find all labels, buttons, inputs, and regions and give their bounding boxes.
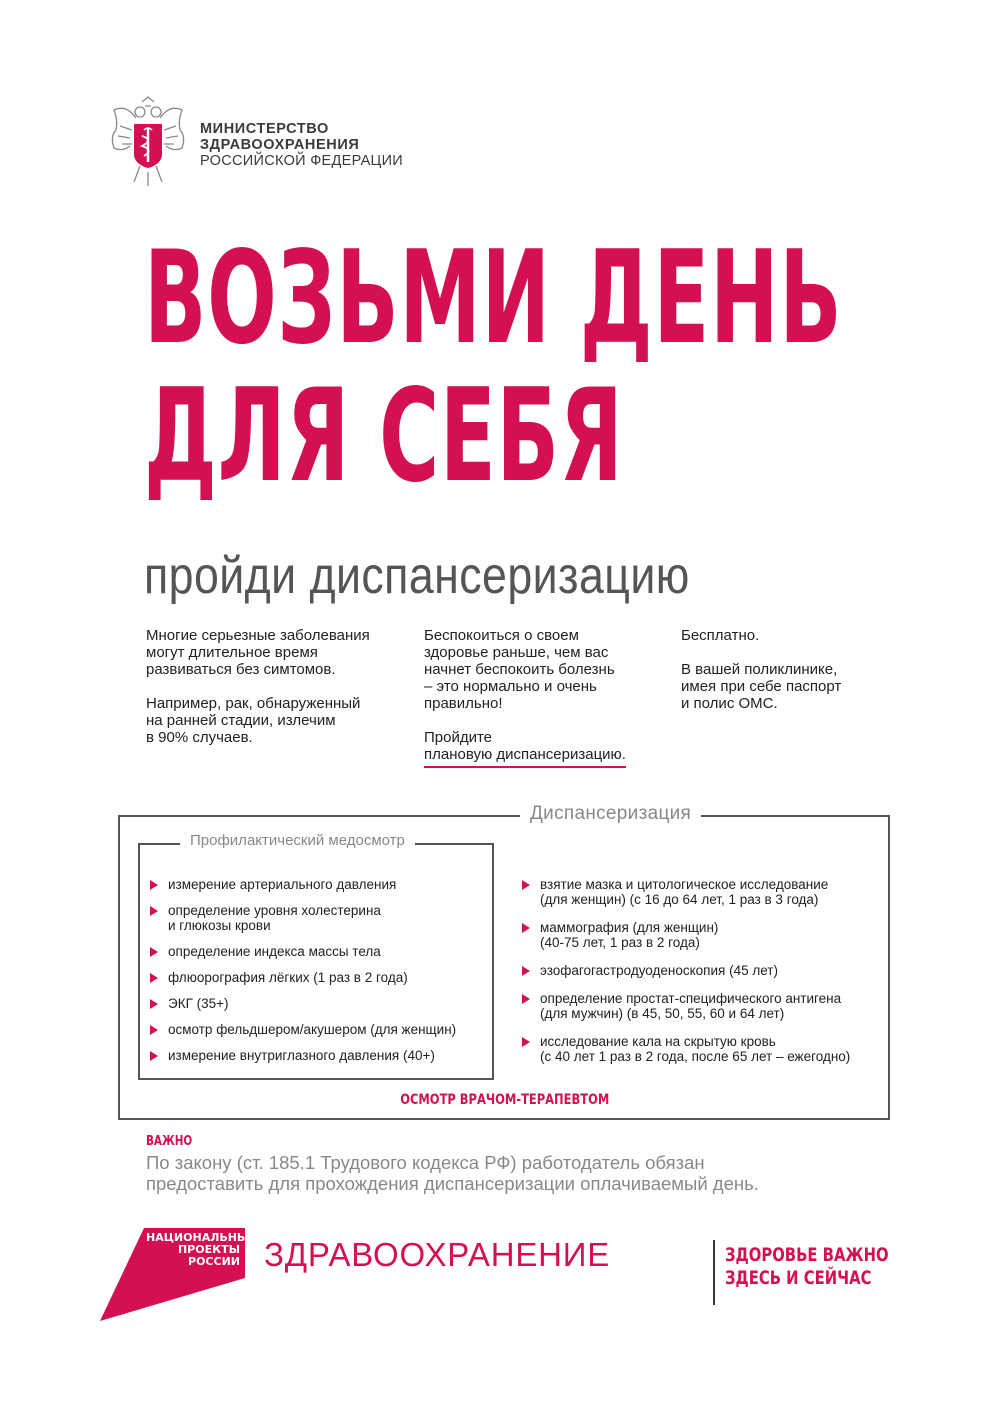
ministry-emblem-icon bbox=[106, 96, 190, 188]
bullet-triangle-icon bbox=[522, 1037, 530, 1047]
list-item-text: определение простат-специфического антигена (для мужчин) (в 45, 50, 55, 60 и 64 лет) bbox=[540, 991, 842, 1021]
col1-paragraph-2: Например, рак, обнаруженный на ранней стадии, излечим в 90% случаев. bbox=[146, 695, 361, 746]
info-column-1 bbox=[146, 627, 406, 763]
list-item bbox=[522, 920, 882, 950]
list-item-text: флюорография лёгких (1 раз в 2 года) bbox=[168, 970, 408, 985]
list-item-text: определение индекса массы тела bbox=[168, 944, 381, 959]
col3-paragraph-2: В вашей поликлинике, имея при себе паспорт и полис ОМС. bbox=[681, 661, 842, 712]
screening-list bbox=[522, 877, 882, 1077]
list-item-text: исследование кала на скрытую кровь (с 40 лет 1 раз в 2 года, после 65 лет – ежегодно) bbox=[540, 1034, 851, 1064]
bullet-triangle-icon bbox=[522, 994, 530, 1004]
headline bbox=[144, 224, 843, 511]
headline-subtitle: пройди диспансеризацию bbox=[144, 547, 690, 605]
bullet-triangle-icon bbox=[150, 1025, 158, 1035]
list-item bbox=[522, 877, 882, 907]
list-item-text: маммография (для женщин) (40-75 лет, 1 раз в 2 года) bbox=[540, 920, 719, 950]
therapist-exam-label: ОСМОТР ВРАЧОМ-ТЕРАПЕВТОМ bbox=[392, 1092, 617, 1108]
footer-slogan: ЗДОРОВЬЕ ВАЖНО ЗДЕСЬ И СЕЙЧАС bbox=[725, 1244, 889, 1289]
bullet-triangle-icon bbox=[150, 973, 158, 983]
list-item-text: взятие мазка и цитологическое исследование (для женщин) (с 16 до 64 лет, 1 раз в 3 года) bbox=[540, 877, 829, 907]
footer-divider bbox=[713, 1240, 715, 1305]
bullet-triangle-icon bbox=[150, 999, 158, 1009]
list-item bbox=[522, 991, 882, 1021]
important-label: ВАЖНО bbox=[146, 1134, 193, 1149]
list-item-text: определение уровня холестерина и глюкозы крови bbox=[168, 903, 381, 933]
headline-line-1: ВОЗЬМИ ДЕНЬ bbox=[144, 224, 843, 373]
list-item bbox=[150, 1048, 490, 1063]
ministry-name bbox=[200, 121, 403, 169]
headline-line-2: ДЛЯ СЕБЯ bbox=[144, 362, 624, 511]
ministry-line-2: ЗДРАВООХРАНЕНИЯ bbox=[200, 137, 360, 153]
bullet-triangle-icon bbox=[522, 923, 530, 933]
bullet-triangle-icon bbox=[150, 1051, 158, 1061]
list-item bbox=[150, 996, 490, 1011]
info-column-3 bbox=[681, 627, 901, 729]
project-name: ЗДРАВООХРАНЕНИЕ bbox=[264, 1236, 611, 1273]
list-item-text: эзофагогастродуоденоскопия (45 лет) bbox=[540, 963, 778, 978]
list-item bbox=[150, 877, 490, 892]
col1-paragraph-1: Многие серьезные заболевания могут длительное время развиваться без симтомов. bbox=[146, 627, 370, 678]
list-item bbox=[522, 963, 882, 978]
bullet-triangle-icon bbox=[150, 906, 158, 916]
checkup-inner-title: Профилактический медосмотр bbox=[180, 832, 415, 849]
bullet-triangle-icon bbox=[150, 880, 158, 890]
col2-paragraph-2 bbox=[424, 729, 664, 768]
ministry-line-3: РОССИЙСКОЙ ФЕДЕРАЦИИ bbox=[200, 153, 404, 169]
bullet-triangle-icon bbox=[522, 966, 530, 976]
list-item bbox=[150, 903, 490, 933]
important-text: По закону (ст. 185.1 Трудового кодекса РФ) работодатель обязан предоставить для прохождения диспансеризации оплачиваемый день. bbox=[146, 1152, 759, 1194]
medical-exam-list bbox=[150, 877, 490, 1074]
col2-paragraph-1: Беспокоиться о своем здоровье раньше, чем вас начнет беспокоить болезнь – это нормально и очень правильно! bbox=[424, 627, 615, 712]
list-item-text: осмотр фельдшером/акушером (для женщин) bbox=[168, 1022, 457, 1037]
ministry-line-1: МИНИСТЕРСТВО bbox=[200, 121, 329, 137]
info-column-2 bbox=[424, 627, 664, 785]
list-item-text: измерение внутриглазного давления (40+) bbox=[168, 1048, 435, 1063]
col2-call-to-action: Пройдите bbox=[424, 729, 493, 746]
list-item-text: ЭКГ (35+) bbox=[168, 996, 229, 1011]
list-item bbox=[150, 1022, 490, 1037]
national-projects-logo-text: НАЦИОНАЛЬНЫЕ ПРОЕКТЫ РОССИИ bbox=[146, 1231, 256, 1268]
checkup-outer-title: Диспансеризация bbox=[520, 803, 701, 825]
list-item bbox=[150, 944, 490, 959]
list-item bbox=[522, 1034, 882, 1064]
list-item-text: измерение артериального давления bbox=[168, 877, 397, 892]
bullet-triangle-icon bbox=[522, 880, 530, 890]
bullet-triangle-icon bbox=[150, 947, 158, 957]
list-item bbox=[150, 970, 490, 985]
col3-paragraph-1: Бесплатно. bbox=[681, 627, 760, 644]
col2-highlight: плановую диспансеризацию. bbox=[424, 746, 626, 768]
